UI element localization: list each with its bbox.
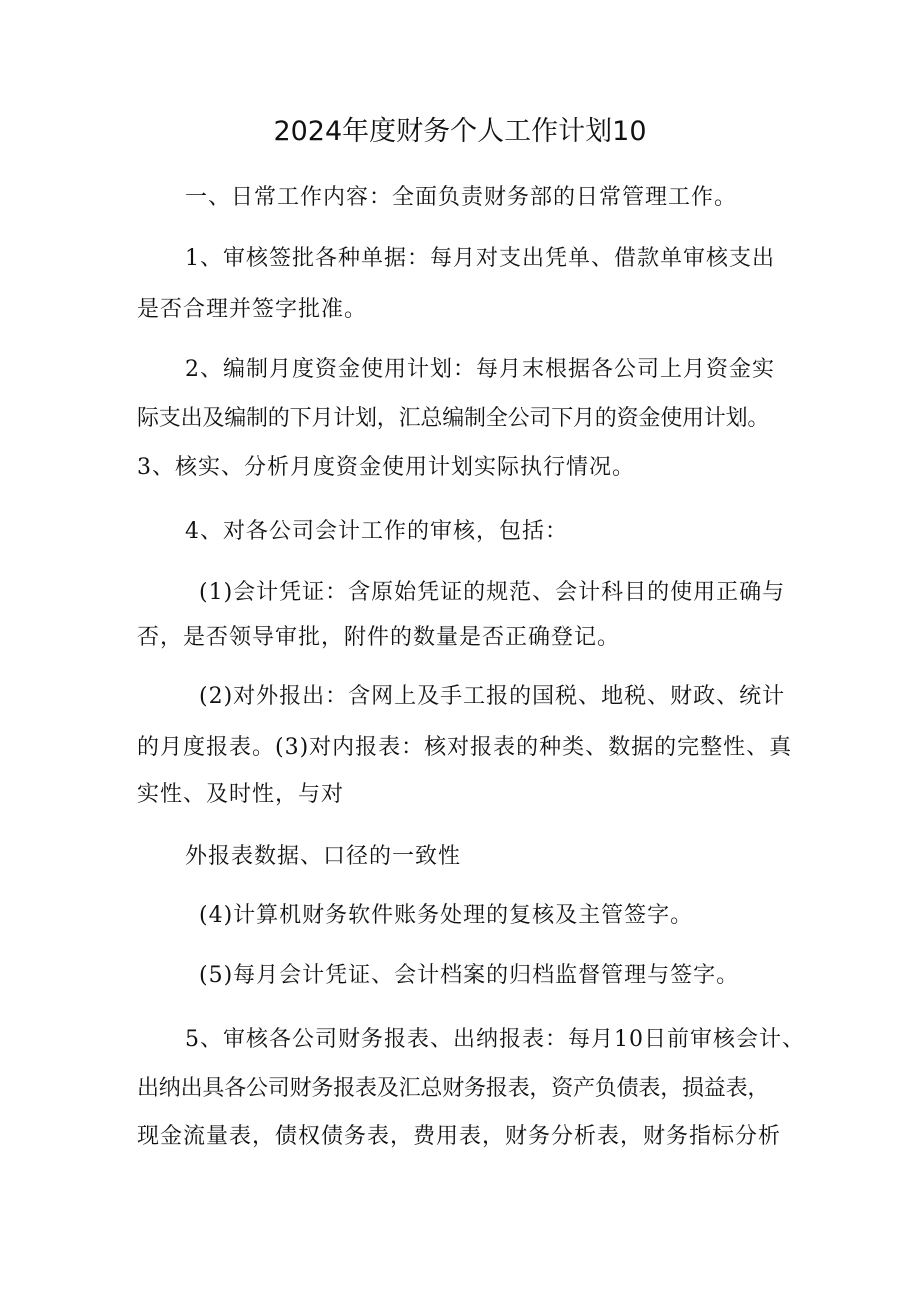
paragraph-line: 实性、及时性，与对: [137, 782, 345, 807]
paragraph-line: 4、对各公司会计工作的审核，包括：: [185, 519, 568, 544]
paragraph-line: 一、日常工作内容：全面负责财务部的日常管理工作。: [185, 185, 738, 210]
paragraph-line: 是否合理并签字批准。: [137, 297, 368, 322]
paragraph-line: 2、编制月度资金使用计划：每月末根据各公司上月资金实: [185, 357, 775, 382]
paragraph-line: 现金流量表，债权债务表，费用表，财务分析表，财务指标分析: [137, 1124, 782, 1149]
paragraph-line: 的月度报表。(3)对内报表：核对报表的种类、数据的完整性、真: [137, 735, 793, 760]
paragraph-line: (5)每月会计凭证、会计档案的归档监督管理与签字。: [199, 963, 740, 988]
paragraph-line: 际支出及编制的下月计划，汇总编制全公司下月的资金使用计划。: [137, 406, 770, 431]
paragraph-line: (1)会计凭证：含原始凭证的规范、会计科目的使用正确与: [199, 580, 786, 605]
paragraph-line: 3、核实、分析月度资金使用计划实际执行情况。: [137, 455, 635, 480]
paragraph-line: 外报表数据、口径的一致性: [185, 844, 462, 869]
paragraph-line: (2)对外报出：含网上及手工报的国税、地税、财政、统计: [199, 684, 786, 709]
paragraph-line: 5、审核各公司财务报表、出纳报表：每月10日前审核会计、: [185, 1027, 805, 1052]
paragraph-line: 出纳出具各公司财务报表及汇总财务报表，资产负债表，损益表，: [137, 1076, 770, 1101]
document-title: 2024年度财务个人工作计划10: [273, 116, 647, 147]
paragraph-line: 否，是否领导审批，附件的数量是否正确登记。: [137, 625, 621, 650]
paragraph-line: (4)计算机财务软件账务处理的复核及主管签字。: [199, 903, 694, 928]
paragraph-line: 1、审核签批各种单据：每月对支出凭单、借款单审核支出: [185, 246, 775, 271]
